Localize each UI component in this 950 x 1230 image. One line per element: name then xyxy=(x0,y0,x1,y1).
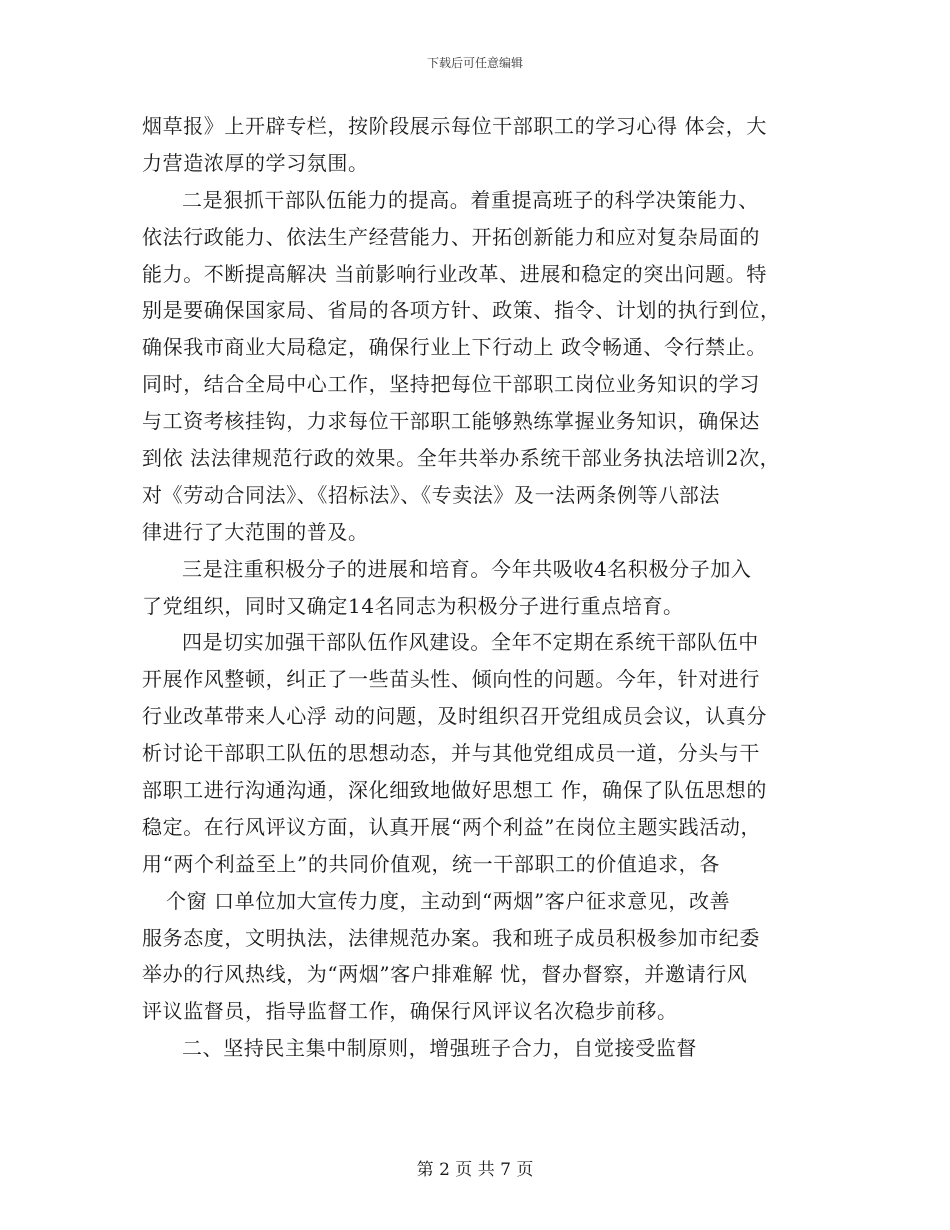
text-line: 稳定。在行风评议方面，认真开展“两个利益”在岗位主题实践活动， xyxy=(142,814,762,839)
paragraph-start-line: 个窗 口单位加大宣传力度，主动到“两烟”客户征求意见，改善 xyxy=(166,888,731,913)
text-line: 了党组织，同时又确定14名同志为积极分子进行重点培育。 xyxy=(142,593,684,618)
text-line: 析讨论干部职工队伍的思想动态，并与其他党组成员一道，分头与干 xyxy=(142,741,760,766)
text-line: 依法行政能力、依法生产经营能力、开拓创新能力和应对复杂局面的 xyxy=(142,224,760,249)
text-line: 力营造浓厚的学习氛围。 xyxy=(142,150,369,175)
text-line: 用“两个利益至上”的共同价值观，统一干部职工的价值追求，各 xyxy=(142,851,720,876)
text-line: 举办的行风热线，为“两烟”客户排难解 忧，督办督察，并邀请行风 xyxy=(142,962,748,987)
text-line: 服务态度，文明执法，法律规范办案。我和班子成员积极参加市纪委 xyxy=(142,925,760,950)
text-line: 同时，结合全局中心工作，坚持把每位干部职工岗位业务知识的学习 xyxy=(142,372,760,397)
text-line: 部职工进行沟通沟通，深化细致地做好思想工 作，确保了队伍思想的 xyxy=(142,778,767,803)
text-line: 别是要确保国家局、省局的各项方针、政策、指令、计划的执行到位， xyxy=(142,298,781,323)
paragraph-start-line: 三是注重积极分子的进展和培育。今年共吸收4名积极分子加入 xyxy=(182,556,752,581)
text-line: 与工资考核挂钩，力求每位干部职工能够熟练掌握业务知识，确保达 xyxy=(142,409,760,434)
text-line: 评议监督员，指导监督工作，确保行风评议名次稳步前移。 xyxy=(142,999,678,1024)
text-line: 律进行了大范围的普及。 xyxy=(142,519,369,544)
text-line: 行业改革带来人心浮 动的问题，及时组织召开党组成员会议，认真分 xyxy=(142,704,767,729)
text-line: 到依 法法律规范行政的效果。全年共举办系统干部业务执法培训2次， xyxy=(142,446,781,471)
paragraph-start-line: 四是切实加强干部队伍作风建设。全年不定期在系统干部队伍中 xyxy=(182,630,759,655)
text-line: 能力。不断提高解决 当前影响行业改革、进展和稳定的突出问题。特 xyxy=(142,261,767,286)
page-header-note: 下载后可任意编辑 xyxy=(426,56,523,70)
page-number-footer: 第 2 页 共 7 页 xyxy=(416,1160,534,1180)
section-heading: 二、坚持民主集中制原则，增强班子合力，自觉接受监督 xyxy=(182,1036,697,1061)
text-line: 确保我市商业大局稳定，确保行业上下行动上 政令畅通、令行禁止。 xyxy=(142,335,767,360)
document-body xyxy=(142,108,807,1067)
text-line: 开展作风整顿，纠正了一些苗头性、倾向性的问题。今年，针对进行 xyxy=(142,667,760,692)
text-line: 烟草报》上开辟专栏，按阶段展示每位干部职工的学习心得 体会，大 xyxy=(142,114,767,138)
paragraph-start-line: 二是狠抓干部队伍能力的提高。着重提高班子的科学决策能力、 xyxy=(182,187,759,212)
text-line: 对《劳动合同法》、《招标法》、《专卖法》及一法两条例等八部法 xyxy=(142,482,720,507)
